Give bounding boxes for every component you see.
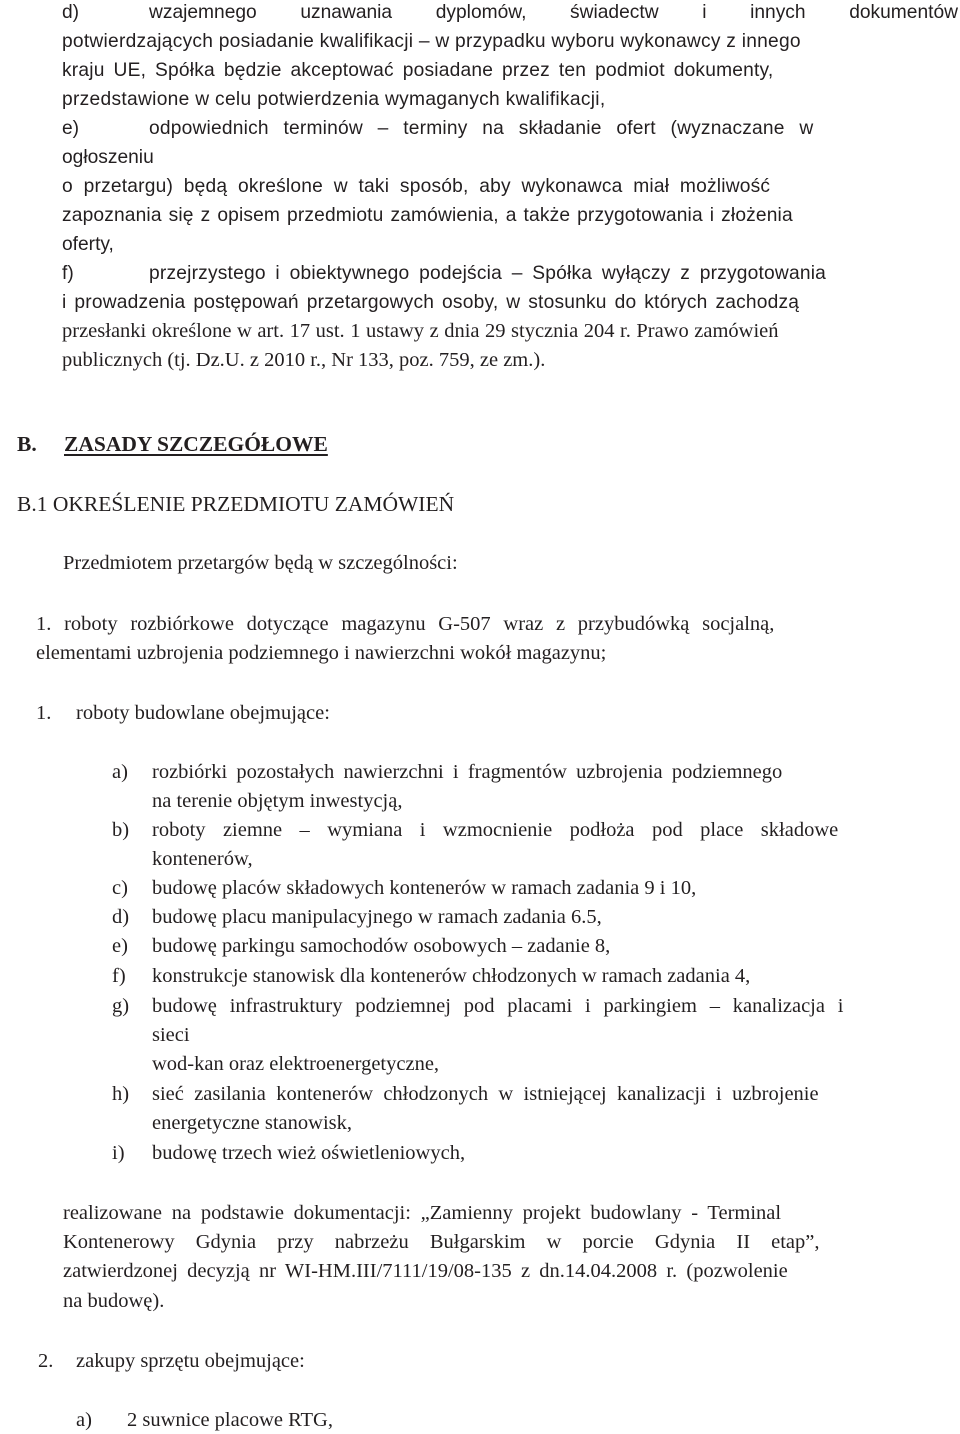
sub-item-b-line-2: kontenerów,: [152, 848, 253, 870]
section-e-line-2: ogłoszeniu: [62, 147, 154, 168]
sub-item-e-line-1: budowę parkingu samochodów osobowych – zadanie 8,: [152, 935, 611, 957]
section-e-line-4: zapoznania się z opisem przedmiotu zamówienia, a także przygotowania i złożenia: [62, 205, 793, 226]
item-2-label: 2.: [38, 1350, 54, 1372]
section-f-line-1: przejrzystego i obiektywnego podejścia – Spółka wyłączy z przygotowania: [149, 263, 827, 284]
section-f-line-2: i prowadzenia postępowań przetargowych osoby, w stosunku do których zachodzą: [62, 292, 800, 313]
item-1a-line-1: 1. roboty rozbiórkowe dotyczące magazynu G-507 wraz z przybudówką socjalną,: [36, 613, 775, 635]
sub-item-f-label: f): [112, 965, 126, 987]
heading-b-title: ZASADY SZCZEGÓŁOWE: [64, 432, 328, 456]
sub-item-c-line-1: budowę placów składowych kontenerów w ramach zadania 9 i 10,: [152, 877, 697, 899]
section-d-line-3: kraju UE, Spółka będzie akceptować posiadane przez ten podmiot dokumenty,: [62, 60, 774, 81]
section-e-label: e): [62, 118, 80, 139]
heading-b-number: B.: [17, 432, 37, 456]
sub-item-d-line-1: budowę placu manipulacyjnego w ramach zadania 6.5,: [152, 906, 602, 928]
section-f-label: f): [62, 263, 74, 284]
sub-item-h-label: h): [112, 1083, 130, 1105]
item-2-text: zakupy sprzętu obejmujące:: [76, 1350, 305, 1372]
sub-item-e-label: e): [112, 935, 128, 957]
section-e-line-1: odpowiednich terminów – terminy na składanie ofert (wyznaczane w: [149, 118, 814, 139]
sub-item-g-line-2: sieci: [152, 1024, 190, 1046]
section-d-line-4: przedstawione w celu potwierdzenia wymaganych kwalifikacji,: [62, 89, 606, 110]
section-e-line-5: oferty,: [62, 234, 114, 255]
section-d-label: d): [62, 2, 80, 23]
sub-item-a-line-1: rozbiórki pozostałych nawierzchni i fragmentów uzbrojenia podziemnego: [152, 761, 783, 783]
section-e-line-3: o przetargu) będą określone w taki sposób, aby wykonawca miał możliwość: [62, 176, 771, 197]
realization-line-1: realizowane na podstawie dokumentacji: „Zamienny projekt budowlany - Terminal: [63, 1202, 782, 1224]
sub-item-h-line-1: sieć zasilania kontenerów chłodzonych w istniejącej kanalizacji i uzbrojenie: [152, 1083, 819, 1105]
realization-line-3: zatwierdzonej decyzją nr WI-HM.III/7111/19/08-135 z dn.14.04.2008 r. (pozwolenie: [63, 1260, 788, 1282]
sub-item-a-line-2: na terenie objętym inwestycją,: [152, 790, 403, 812]
sub-item-d-label: d): [112, 906, 130, 928]
sub-item-g-label: g): [112, 995, 130, 1017]
section-d-text-1: wzajemnego uznawania dyplomów, świadectw i innych dokumentów: [149, 2, 958, 23]
section-f-line-4: publicznych (tj. Dz.U. z 2010 r., Nr 133, poz. 759, ze zm.).: [62, 349, 546, 371]
section-f-line-3: przesłanki określone w art. 17 ust. 1 ustawy z dnia 29 stycznia 204 r. Prawo zamówień: [62, 320, 779, 342]
item-2a-text: 2 suwnice placowe RTG,: [127, 1409, 333, 1431]
realization-line-2: Kontenerowy Gdynia przy nabrzeżu Bułgarskim w porcie Gdynia II etap”,: [63, 1231, 820, 1253]
realization-line-4: na budowę).: [63, 1290, 165, 1312]
sub-item-a-label: a): [112, 761, 128, 783]
section-d-line-1: [62, 3, 958, 22]
heading-b1: B.1 OKREŚLENIE PRZEDMIOTU ZAMÓWIEŃ: [17, 492, 455, 516]
sub-item-c-label: c): [112, 877, 128, 899]
intro-text: Przedmiotem przetargów będą w szczególności:: [63, 552, 458, 574]
sub-item-g-line-1: budowę infrastruktury podziemnej pod placami i parkingiem – kanalizacja i: [152, 995, 844, 1017]
sub-item-b-line-1: roboty ziemne – wymiana i wzmocnienie podłoża pod place składowe: [152, 819, 839, 841]
sub-item-b-label: b): [112, 819, 130, 841]
item-1b-text: roboty budowlane obejmujące:: [76, 702, 330, 724]
item-2a-label: a): [76, 1409, 92, 1431]
sub-item-h-line-2: energetyczne stanowisk,: [152, 1112, 352, 1134]
sub-item-g-line-3: wod-kan oraz elektroenergetyczne,: [152, 1053, 440, 1075]
section-d-line-2: potwierdzających posiadanie kwalifikacji – w przypadku wyboru wykonawcy z innego: [62, 31, 801, 52]
sub-item-i-line-1: budowę trzech wież oświetleniowych,: [152, 1142, 466, 1164]
sub-item-f-line-1: konstrukcje stanowisk dla kontenerów chłodzonych w ramach zadania 4,: [152, 965, 751, 987]
item-1a-line-2: elementami uzbrojenia podziemnego i nawierzchni wokół magazynu;: [36, 642, 607, 664]
item-1b-label: 1.: [36, 702, 52, 724]
sub-item-i-label: i): [112, 1142, 125, 1164]
